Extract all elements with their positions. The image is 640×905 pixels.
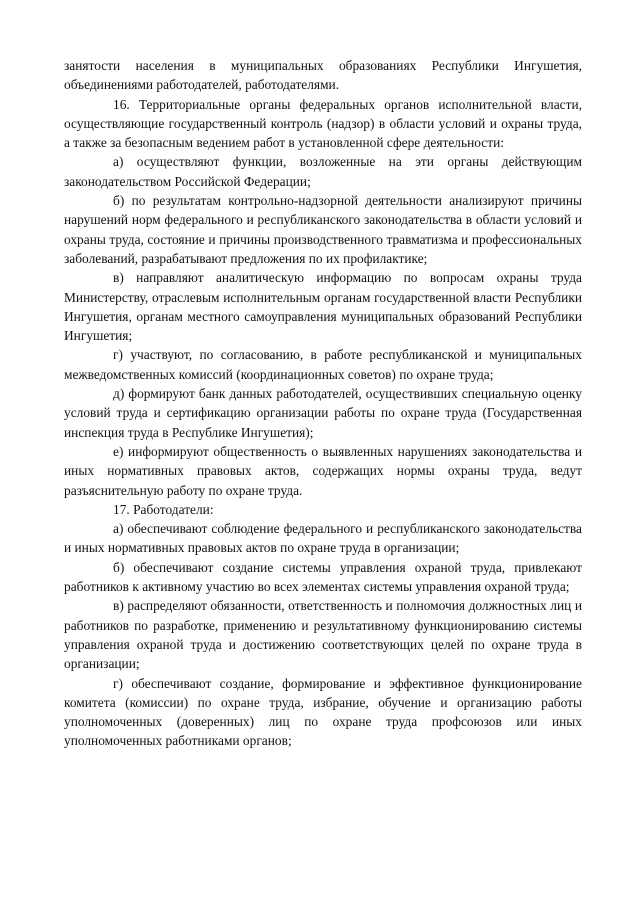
paragraph-continuation: занятости населения в муниципальных образованиях Республики Ингушетия, объединениями работодателей, работодателями. <box>64 58 582 93</box>
paragraph-17-g: г) обеспечивают создание, формирование и эффективное функционирование комитета (комиссии) по охране труда, избрание, обучение и организацию работы уполномоченных (доверенных) лиц по охране труда профсоюзов или иных уполномоченных работниками органов; <box>64 675 582 749</box>
paragraph-17-v: в) распределяют обязанности, ответственность и полномочия должностных лиц и работников по разработке, применению и результативному функционированию системы управления охраной труда и достижению соответствующих целей по охране труда в организации; <box>64 598 582 672</box>
paragraph-17-a: а) обеспечивают соблюдение федерального и республиканского законодательства и иных нормативных правовых актов по охране труда в организации; <box>64 521 582 556</box>
paragraph-16-e: е) информируют общественность о выявленных нарушениях законодательства и иных нормативных правовых актов, содержащих нормы охраны труда, ведут разъяснительную работу по охране труда. <box>64 443 582 498</box>
paragraph-16-d: д) формируют банк данных работодателей, осуществивших специальную оценку условий труда и сертификацию организации работы по охране труда (Государственная инспекция труда в Республике Ингушетия); <box>64 386 582 440</box>
paragraph-17-b: б) обеспечивают создание системы управления охраной труда, привлекают работников к активному участию во всех элементах системы управления охраной труда; <box>64 559 582 595</box>
paragraph-item-17: 17. Работодатели: <box>113 501 214 517</box>
paragraph-16-g: г) участвуют, по согласованию, в работе республиканской и муниципальных межведомственных комиссий (координационных советов) по охране труда; <box>64 347 582 382</box>
paragraph-item-16: 16. Территориальные органы федеральных органов исполнительной власти, осуществляющие государственный контроль (надзор) в области условий и охраны труда, а также за безопасным ведением работ в установленной сфере деятельности: <box>64 96 582 151</box>
paragraph-16-v: в) направляют аналитическую информацию по вопросам охраны труда Министерству, отраслевым исполнительным органам государственной власти Республики Ингушетия, органам местного самоуправления муниципальных образований Республики Ингушетия; <box>64 270 582 344</box>
paragraph-16-b: б) по результатам контрольно-надзорной деятельности анализируют причины нарушений норм федерального и республиканского законодательства в области условий и охраны труда, состояние и причины производственного травматизма и профессиональных заболеваний, разрабатывают предложения по их профилактике; <box>64 193 582 266</box>
paragraph-16-a: а) осуществляют функции, возложенные на эти органы действующим законодательством Российской Федерации; <box>64 154 582 189</box>
document-body <box>64 56 582 751</box>
